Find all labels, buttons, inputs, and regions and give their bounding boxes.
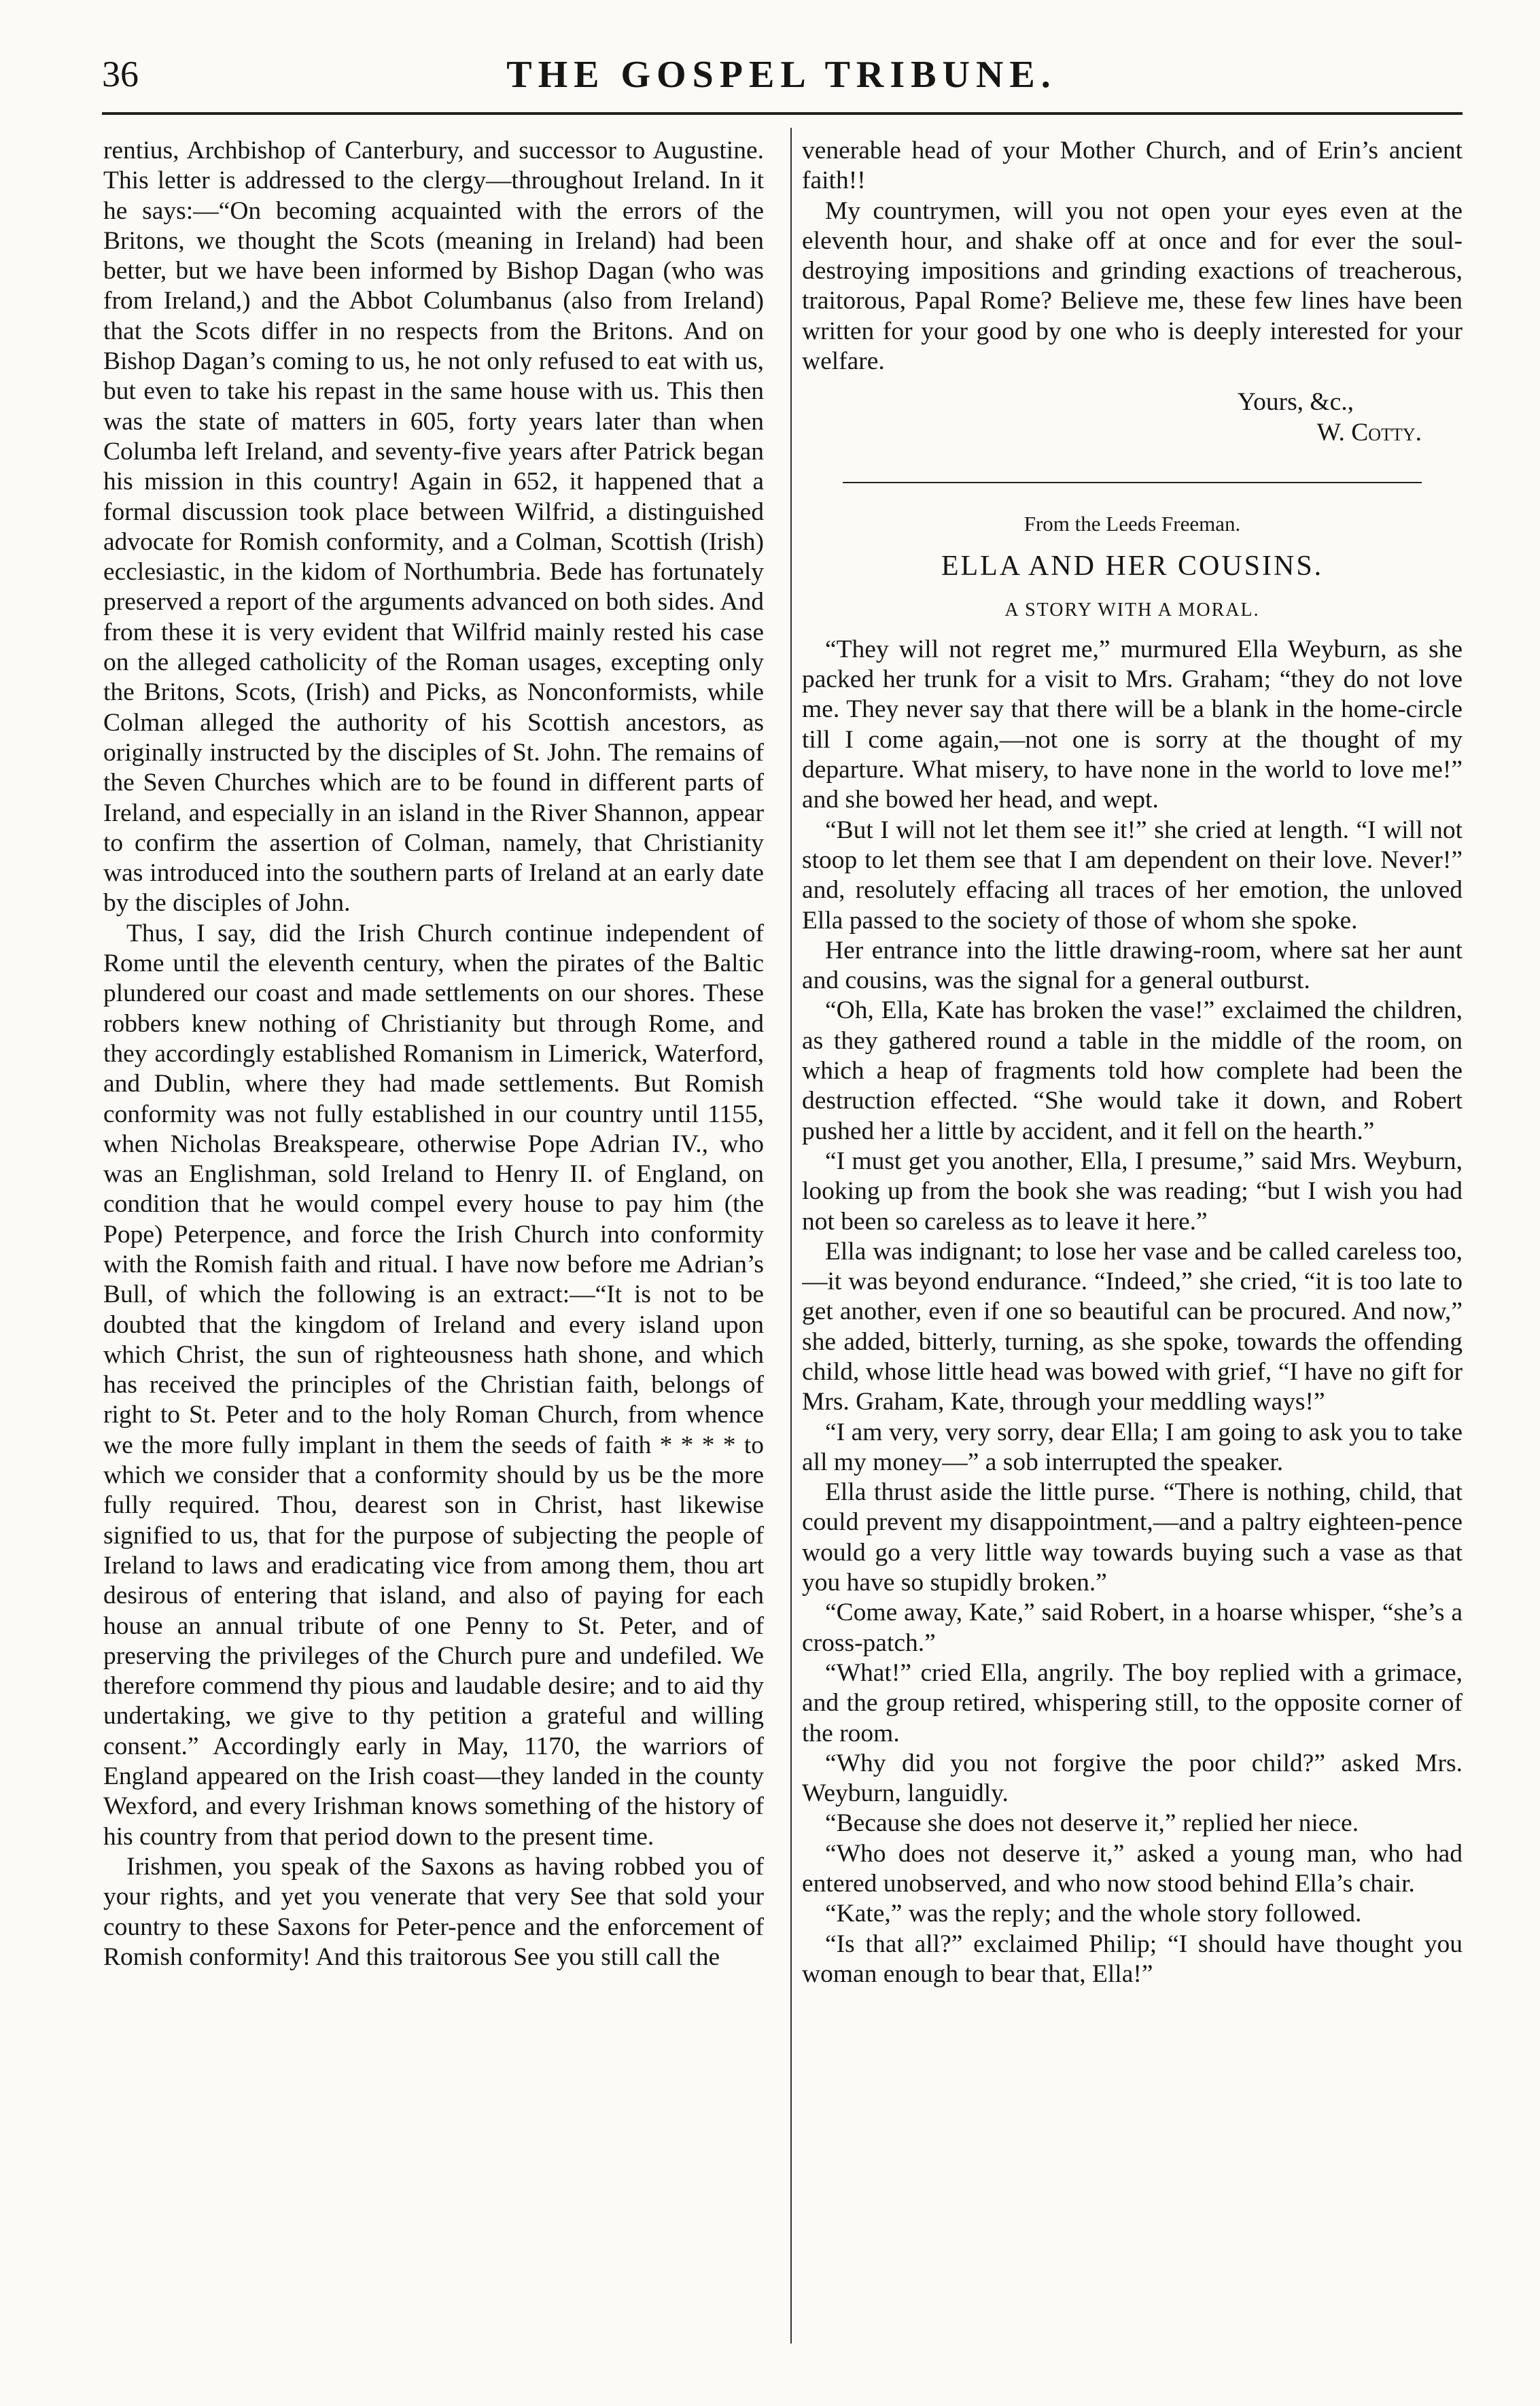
body-paragraph: Thus, I say, did the Irish Church continue independent of Rome until the eleventh century, when the pirates of the Baltic plundered our coast and made settlements on our shores. These robbers knew nothing of Christianity but through Rome, and they accordingly established Romanism in Limerick, Waterford, and Dublin, where they had made settlements. But Romish conformity was not fully established in our country until 1155, when Nicholas Breakspeare, otherwise Pope Adrian IV., who was an Englishman, sold Ireland to Henry II. of England, on condition that he would compel every house to pay him (the Pope) Peterpence, and force the Irish Church into conformity with the Romish faith and ritual. I have now before me Adrian’s Bull, of which the following is an extract:—“It is not to be doubted that the kingdom of Ireland and every island upon which Christ, the sun of righteousness hath shone, and which has received the principles of the Christian faith, belongs of right to St. Peter and to the holy Roman Church, from whence we the more fully implant in them the seeds of faith * * * * to which we consider that a conformity should by us be the more fully required. Thou, dearest son in Christ, hast likewise signified to us, that for the purpose of subjecting the people of Ireland to laws and eradicating vice from among them, thou art desirous of entering that island, and also of paying for each house an annual tribute of one Penny to St. Peter, and of preserving the privileges of the Church pure and undefiled. We therefore commend thy pious and laudable desire; and to aid thy undertaking, we give to thy petition a grateful and willing consent.” Accordingly early in May, 1170, the warriors of England appeared on the Irish coast—they landed in the county Wexford, and every Irishman knows something of the history of his country from that period down to the present time. (103, 919, 764, 1851)
section-divider (843, 482, 1422, 483)
story-paragraph: “Is that all?” exclaimed Philip; “I should have thought you woman enough to bear that, Ella!” (802, 1930, 1463, 1988)
letter-paragraph: My countrymen, will you not open your eyes even at the eleventh hour, and shake off at once and for ever the soul-destroying impositions and grinding exactions of treacherous, traitorous, Papal Rome? Believe me, these few lines have been written for your good by one who is deeply interested for your welfare. (802, 196, 1463, 376)
story-paragraph: “Who does not deserve it,” asked a young man, who had entered unobserved, and who now stood behind Ella’s chair. (802, 1839, 1463, 1898)
page-number: 36 (102, 54, 139, 94)
body-paragraph: rentius, Archbishop of Canterbury, and successor to Augustine. This letter is addressed to the clergy—throughout Ireland. In it he says:—“On becoming acquainted with the errors of the Britons, we thought the Scots (meaning in Ireland) had been better, but we have been informed by Bishop Dagan (who was from Ireland,) and the Abbot Columbanus (also from Ireland) that the Scots differ in no respects from the Britons. And on Bishop Dagan’s coming to us, he not only refused to eat with us, but even to take his repast in the same house with us. This then was the state of matters in 605, forty years later than when Columba left Ireland, and seventy-five years after Patrick began his mission in this country! Again in 652, it happened that a formal discussion took place between Wilfrid, a distinguished advocate for Romish conformity, and a Colman, Scottish (Irish) ecclesiastic, in the kidom of Northumbria. Bede has fortunately preserved a report of the arguments advanced on both sides. And from these it is very evident that Wilfrid mainly rested his case on the alleged catholicity of the Roman usages, excepting only the Britons, Scots, (Irish) and Picks, as Nonconformists, while Colman alleged the authority of his Scottish ancestors, as originally instructed by the disciples of St. John. The remains of the Seven Churches which are to be found in different parts of Ireland, and especially in an island in the River Shannon, appear to confirm the assertion of Colman, namely, that Christianity was introduced into the southern parts of Ireland at an early date by the disciples of John. (103, 137, 764, 918)
letter-signature: W. Cotty. (1316, 418, 1422, 447)
story-paragraph: “They will not regret me,” murmured Ella Weyburn, as she packed her trunk for a visit to Mrs. Graham; “they do not love me. They never say that there will be a blank in the home-circle till I come again,—not one is sorry at the thought of my departure. What misery, to have none in the world to love me!” and she bowed her head, and wept. (802, 635, 1463, 814)
page-title: THE GOSPEL TRIBUNE. (506, 54, 1057, 96)
story-paragraph: Ella thrust aside the little purse. “There is nothing, child, that could prevent my disappointment,—and a paltry eighteen-pence would go a very little way towards buying such a vase as that you have so stupidly broken.” (802, 1478, 1463, 1597)
letter-signoff: Yours, &c., (1237, 388, 1354, 417)
story-paragraph: “Oh, Ella, Kate has broken the vase!” exclaimed the children, as they gathered round a table in the middle of the room, on which a heap of fragments told how complete had been the destruction effected. “She would take it down, and Robert pushed her a little by accident, and it fell on the hearth.” (802, 996, 1463, 1145)
story-paragraph: “What!” cried Ella, angrily. The boy replied with a grimace, and the group retired, whispering still, to the opposite corner of the room. (802, 1658, 1463, 1747)
page-header (102, 53, 1461, 107)
column-divider (790, 128, 792, 2343)
story-paragraph: Ella was indignant; to lose her vase and be called careless too,—it was beyond endurance. “Indeed,” she cried, “it is too late to get another, even if one so beautiful can be procured. And now,” she added, bitterly, turning, as she spoke, towards the offending child, whose little head was bowed with grief, “I have no gift for Mrs. Graham, Kate, through your meddling ways!” (802, 1237, 1463, 1416)
body-paragraph: Irishmen, you speak of the Saxons as having robbed you of your rights, and yet you venerate that very See that sold your country to these Saxons for Peter-pence and the enforcement of Romish conformity! And this traitorous See you still call the (103, 1852, 764, 1971)
left-column (103, 136, 764, 2338)
story-paragraph: “Come away, Kate,” said Robert, in a hoarse whisper, “she’s a cross-patch.” (802, 1599, 1463, 1657)
header-rule (102, 112, 1463, 115)
story-paragraph: Her entrance into the little drawing-room, where sat her aunt and cousins, was the signal for a general outburst. (802, 936, 1463, 995)
story-subtitle: A STORY WITH A MORAL. (1004, 599, 1260, 621)
story-paragraph: “I must get you another, Ella, I presume,” said Mrs. Weyburn, looking up from the book she was reading; “but I wish you had not been so careless as to leave it here.” (802, 1147, 1463, 1236)
letter-paragraph: venerable head of your Mother Church, and of Erin’s ancient faith!! (802, 137, 1463, 195)
story-paragraph: “I am very, very sorry, dear Ella; I am going to ask you to take all my money—” a sob interrupted the speaker. (802, 1418, 1463, 1476)
story-paragraph: “But I will not let them see it!” she cried at length. “I will not stoop to let them see that I am dependent on their love. Never!” and, resolutely effacing all traces of her emotion, the unloved Ella passed to the society of those of whom she spoke. (802, 816, 1463, 935)
story-title: ELLA AND HER COUSINS. (941, 551, 1324, 582)
story-paragraph: “Because she does not deserve it,” replied her niece. (825, 1809, 1359, 1838)
story-paragraph: “Why did you not forgive the poor child?” asked Mrs. Weyburn, languidly. (802, 1749, 1463, 1808)
story-source: From the Leeds Freeman. (1023, 511, 1241, 536)
story-paragraph: “Kate,” was the reply; and the whole story followed. (825, 1900, 1362, 1928)
right-column (802, 136, 1463, 2338)
